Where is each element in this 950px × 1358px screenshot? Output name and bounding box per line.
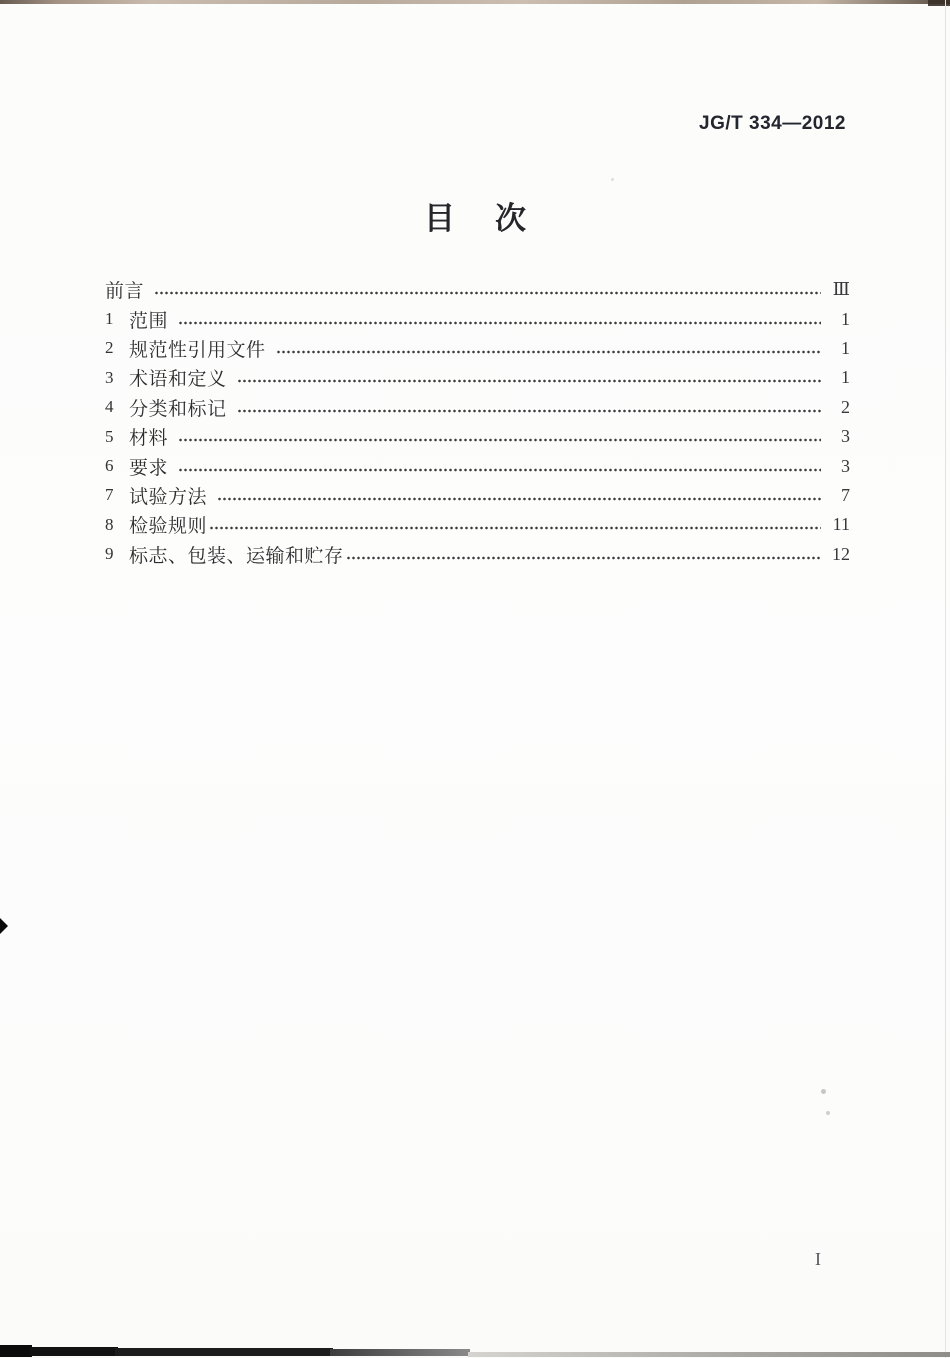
toc-entry-page: Ⅲ bbox=[832, 279, 850, 300]
page-title-char-1: 目 bbox=[424, 201, 455, 237]
toc-entry-number: 3 bbox=[105, 367, 114, 387]
toc-entry bbox=[105, 540, 850, 569]
scan-artifact-bottom-bar bbox=[0, 1345, 32, 1357]
toc-entry-label: 标志、包装、运输和贮存 bbox=[129, 545, 344, 567]
toc-entry-label: 术语和定义 bbox=[129, 369, 227, 391]
toc-entry bbox=[105, 481, 850, 510]
toc-entry-number: 8 bbox=[105, 514, 114, 534]
toc-entry-page: 2 bbox=[841, 396, 850, 417]
toc-entry-number: 4 bbox=[105, 397, 114, 417]
toc-entry bbox=[105, 451, 850, 480]
scan-artifact-bottom-bar bbox=[330, 1349, 470, 1356]
toc-entry-page: 1 bbox=[841, 337, 850, 358]
toc-leader-dots bbox=[209, 510, 821, 539]
scan-speck bbox=[611, 178, 614, 181]
toc-entry-page: 7 bbox=[841, 484, 850, 505]
toc-entry bbox=[105, 510, 850, 539]
page-title-char-2: 次 bbox=[495, 201, 526, 237]
toc-entry-number: 7 bbox=[105, 485, 114, 505]
scan-artifact-bottom-bar bbox=[468, 1352, 950, 1357]
toc-leader-dots bbox=[217, 481, 821, 510]
toc-entry-number: 5 bbox=[105, 426, 114, 446]
toc-leader-dots bbox=[276, 334, 821, 363]
toc-entry bbox=[105, 304, 850, 333]
scan-artifact-top-strip bbox=[0, 0, 950, 4]
scan-speck bbox=[826, 1111, 830, 1115]
toc-entry-page: 11 bbox=[832, 514, 850, 535]
toc-entry-label: 范围 bbox=[129, 310, 169, 332]
toc-entry-page: 1 bbox=[841, 367, 850, 388]
table-of-contents bbox=[105, 275, 850, 569]
toc-entry-label: 前言 bbox=[105, 281, 145, 303]
scan-artifact-top-right-corner bbox=[928, 0, 950, 6]
scan-artifact-left-notch bbox=[0, 918, 8, 934]
toc-leader-dots bbox=[178, 451, 821, 480]
toc-entry-label: 要求 bbox=[129, 457, 169, 479]
standard-code-header: JG/T 334—2012 bbox=[699, 113, 846, 134]
toc-entry-label: 材料 bbox=[129, 428, 169, 450]
toc-entry-number: 9 bbox=[105, 544, 114, 564]
toc-entry bbox=[105, 363, 850, 392]
toc-entry-page: 3 bbox=[841, 426, 850, 447]
toc-leader-dots bbox=[178, 304, 821, 333]
toc-entry bbox=[105, 422, 850, 451]
toc-entry-label: 检验规则 bbox=[129, 516, 208, 538]
toc-entry-label: 分类和标记 bbox=[129, 398, 227, 420]
toc-entry bbox=[105, 393, 850, 422]
toc-entry-page: 1 bbox=[841, 308, 850, 329]
page-title bbox=[0, 193, 950, 238]
toc-leader-dots bbox=[237, 393, 821, 422]
footer-page-number: I bbox=[815, 1249, 822, 1269]
toc-entry-number: 1 bbox=[105, 309, 114, 329]
toc-entry-page: 12 bbox=[832, 543, 850, 564]
scan-artifact-bottom-bar bbox=[30, 1347, 118, 1356]
toc-leader-dots bbox=[346, 540, 821, 569]
toc-entry-number: 2 bbox=[105, 338, 114, 358]
toc-entry-number: 6 bbox=[105, 456, 114, 476]
toc-entry-label: 规范性引用文件 bbox=[129, 339, 266, 361]
toc-entry bbox=[105, 275, 850, 304]
toc-leader-dots bbox=[237, 363, 821, 392]
toc-leader-dots bbox=[178, 422, 821, 451]
scan-artifact-bottom-bar bbox=[115, 1348, 333, 1356]
toc-leader-dots bbox=[154, 275, 821, 304]
toc-entry-label: 试验方法 bbox=[129, 486, 208, 508]
scan-speck bbox=[821, 1089, 826, 1094]
toc-entry bbox=[105, 334, 850, 363]
toc-entry-page: 3 bbox=[841, 455, 850, 476]
